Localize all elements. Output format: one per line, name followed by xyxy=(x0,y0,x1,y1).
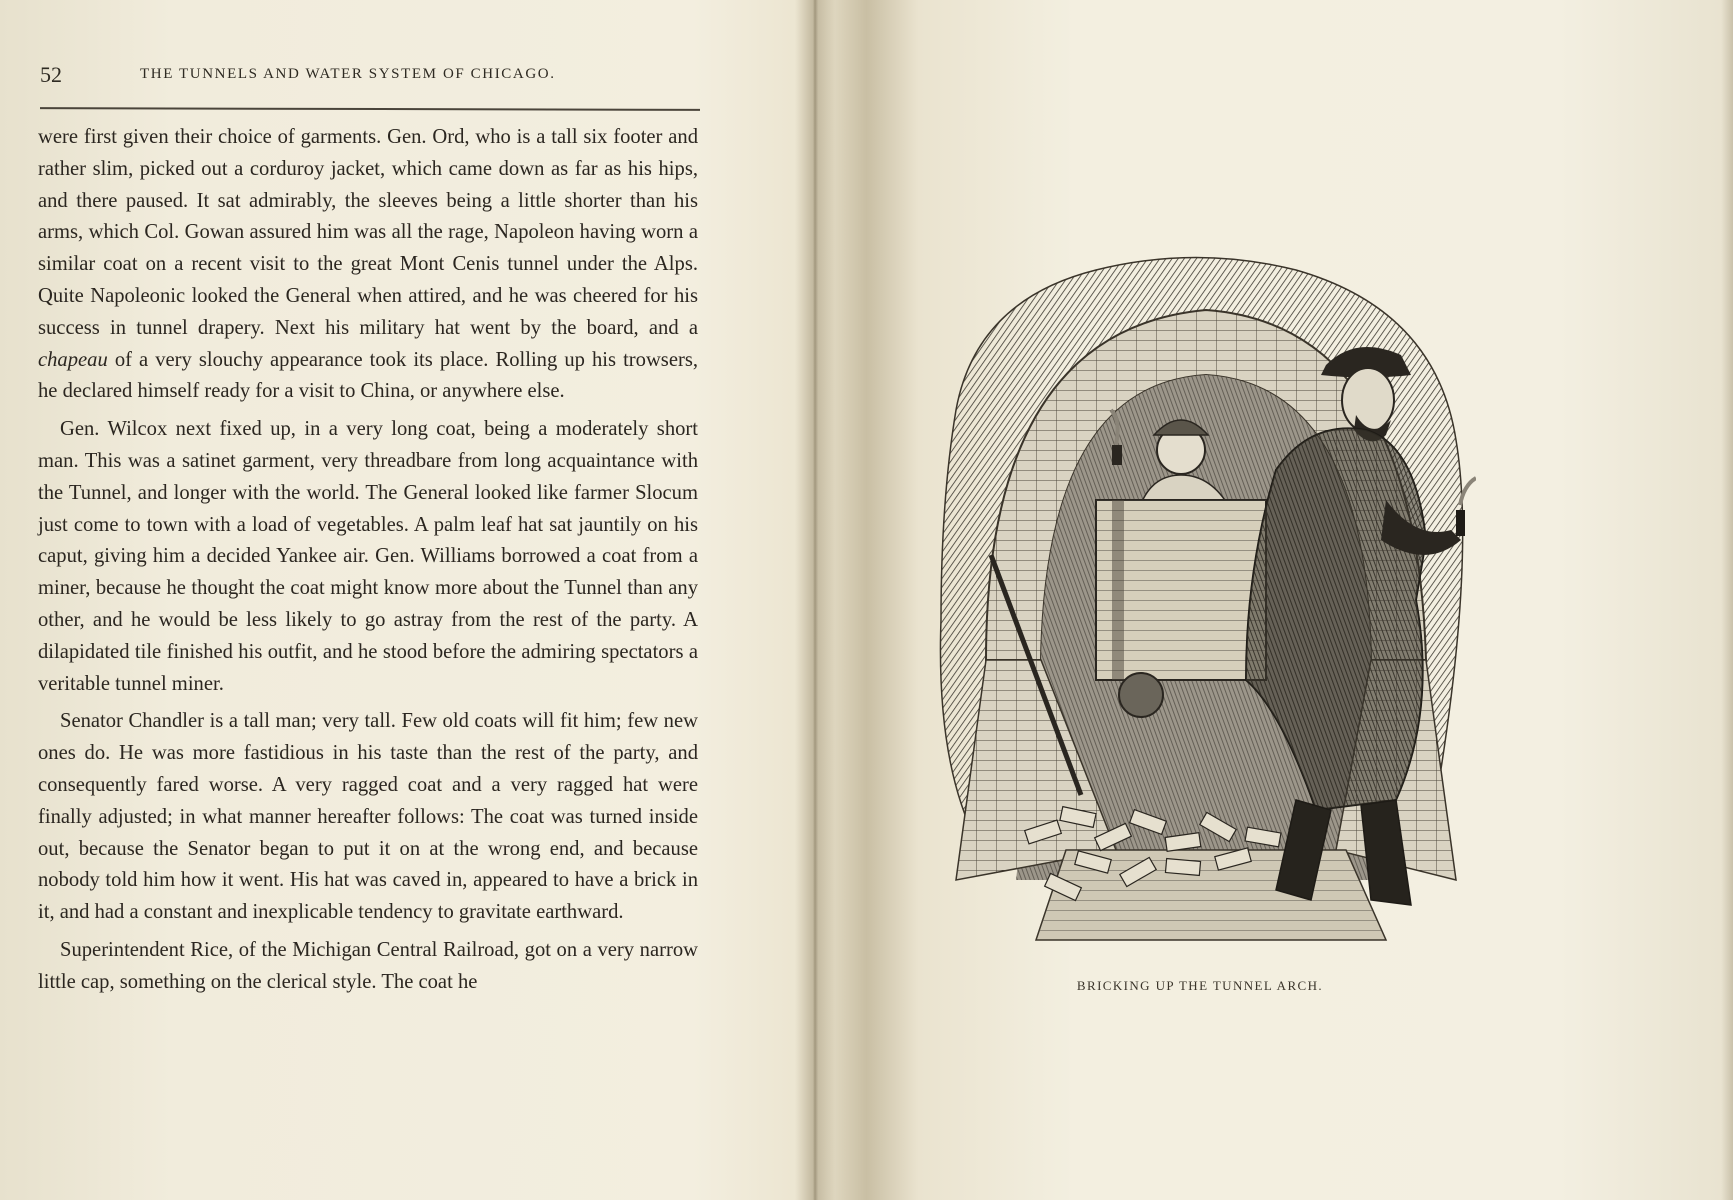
paragraph: Senator Chandler is a tall man; very tall. Few old coats will fit him; few new ones do. He was more fastidious in his taste than the rest of the party, and consequently fared worse. A very ragged coat and a very ragged hat were finally adjusted; in what manner hereafter follows: The coat was turned inside out, because the Senator began to put it on at the wrong end, and because nobody told him how it went. His hat was caved in, appeared to have a brick in it, and had a constant and inexplicable tendency to gravitate earthward. xyxy=(38,710,698,924)
page-number: 52 xyxy=(40,62,62,87)
bricklayer-head xyxy=(1342,368,1394,432)
paragraph: Superintendent Rice, of the Michigan Central Railroad, got on a very narrow little cap, something on the clerical style. The coat he xyxy=(38,938,698,993)
paragraph xyxy=(38,122,698,408)
body-text xyxy=(38,122,698,1005)
running-head-title: THE TUNNELS AND WATER SYSTEM OF CHICAGO. xyxy=(140,66,556,82)
illustration-caption: BRICKING UP THE TUNNEL ARCH. xyxy=(1076,978,1324,993)
header-rule xyxy=(40,107,700,111)
engraving-illustration xyxy=(916,240,1476,960)
paragraph-text: were first given their choice of garments. Gen. Ord, who is a tall six footer and rather slim, picked out a corduroy jacket, which came down as far as his hips, and there paused. It sat admirably, the sleeves being a little shorter than his arms, which Col. Gowan assured him was all the rage, Napoleon having worn a similar coat on a recent visit to the great Mont Cenis tunnel under the Alps. Quite Napoleonic looked the General when attired, and he was cheered for his success in tunnel drapery. Next his military hat went by the board, and a xyxy=(38,126,698,339)
italic-word: chapeau xyxy=(38,348,108,371)
left-page xyxy=(0,0,810,1200)
page-edge xyxy=(1721,0,1733,1200)
running-head xyxy=(40,62,700,92)
paragraph: Gen. Wilcox next fixed up, in a very long coat, being a moderately short man. This was a satinet garment, very threadbare from long acquaintance with the Tunnel, and longer with the world. The General looked like farmer Slocum just come to town with a load of vegetables. A palm leaf hat sat jauntily on his caput, giving him a decided Yankee air. Gen. Williams borrowed a coat from a miner, because he thought the coat might know more about the Tunnel than any other, and he would be less likely to go astray from the rest of the party. A dilapidated tile finished his outfit, and he stood before the admiring spectators a veritable tunnel miner. xyxy=(38,418,698,695)
paragraph-text: of a very slouchy appearance took its place. Rolling up his trowsers, he declared himself ready for a visit to China, or anywhere else. xyxy=(38,348,698,403)
right-page xyxy=(820,0,1733,1200)
